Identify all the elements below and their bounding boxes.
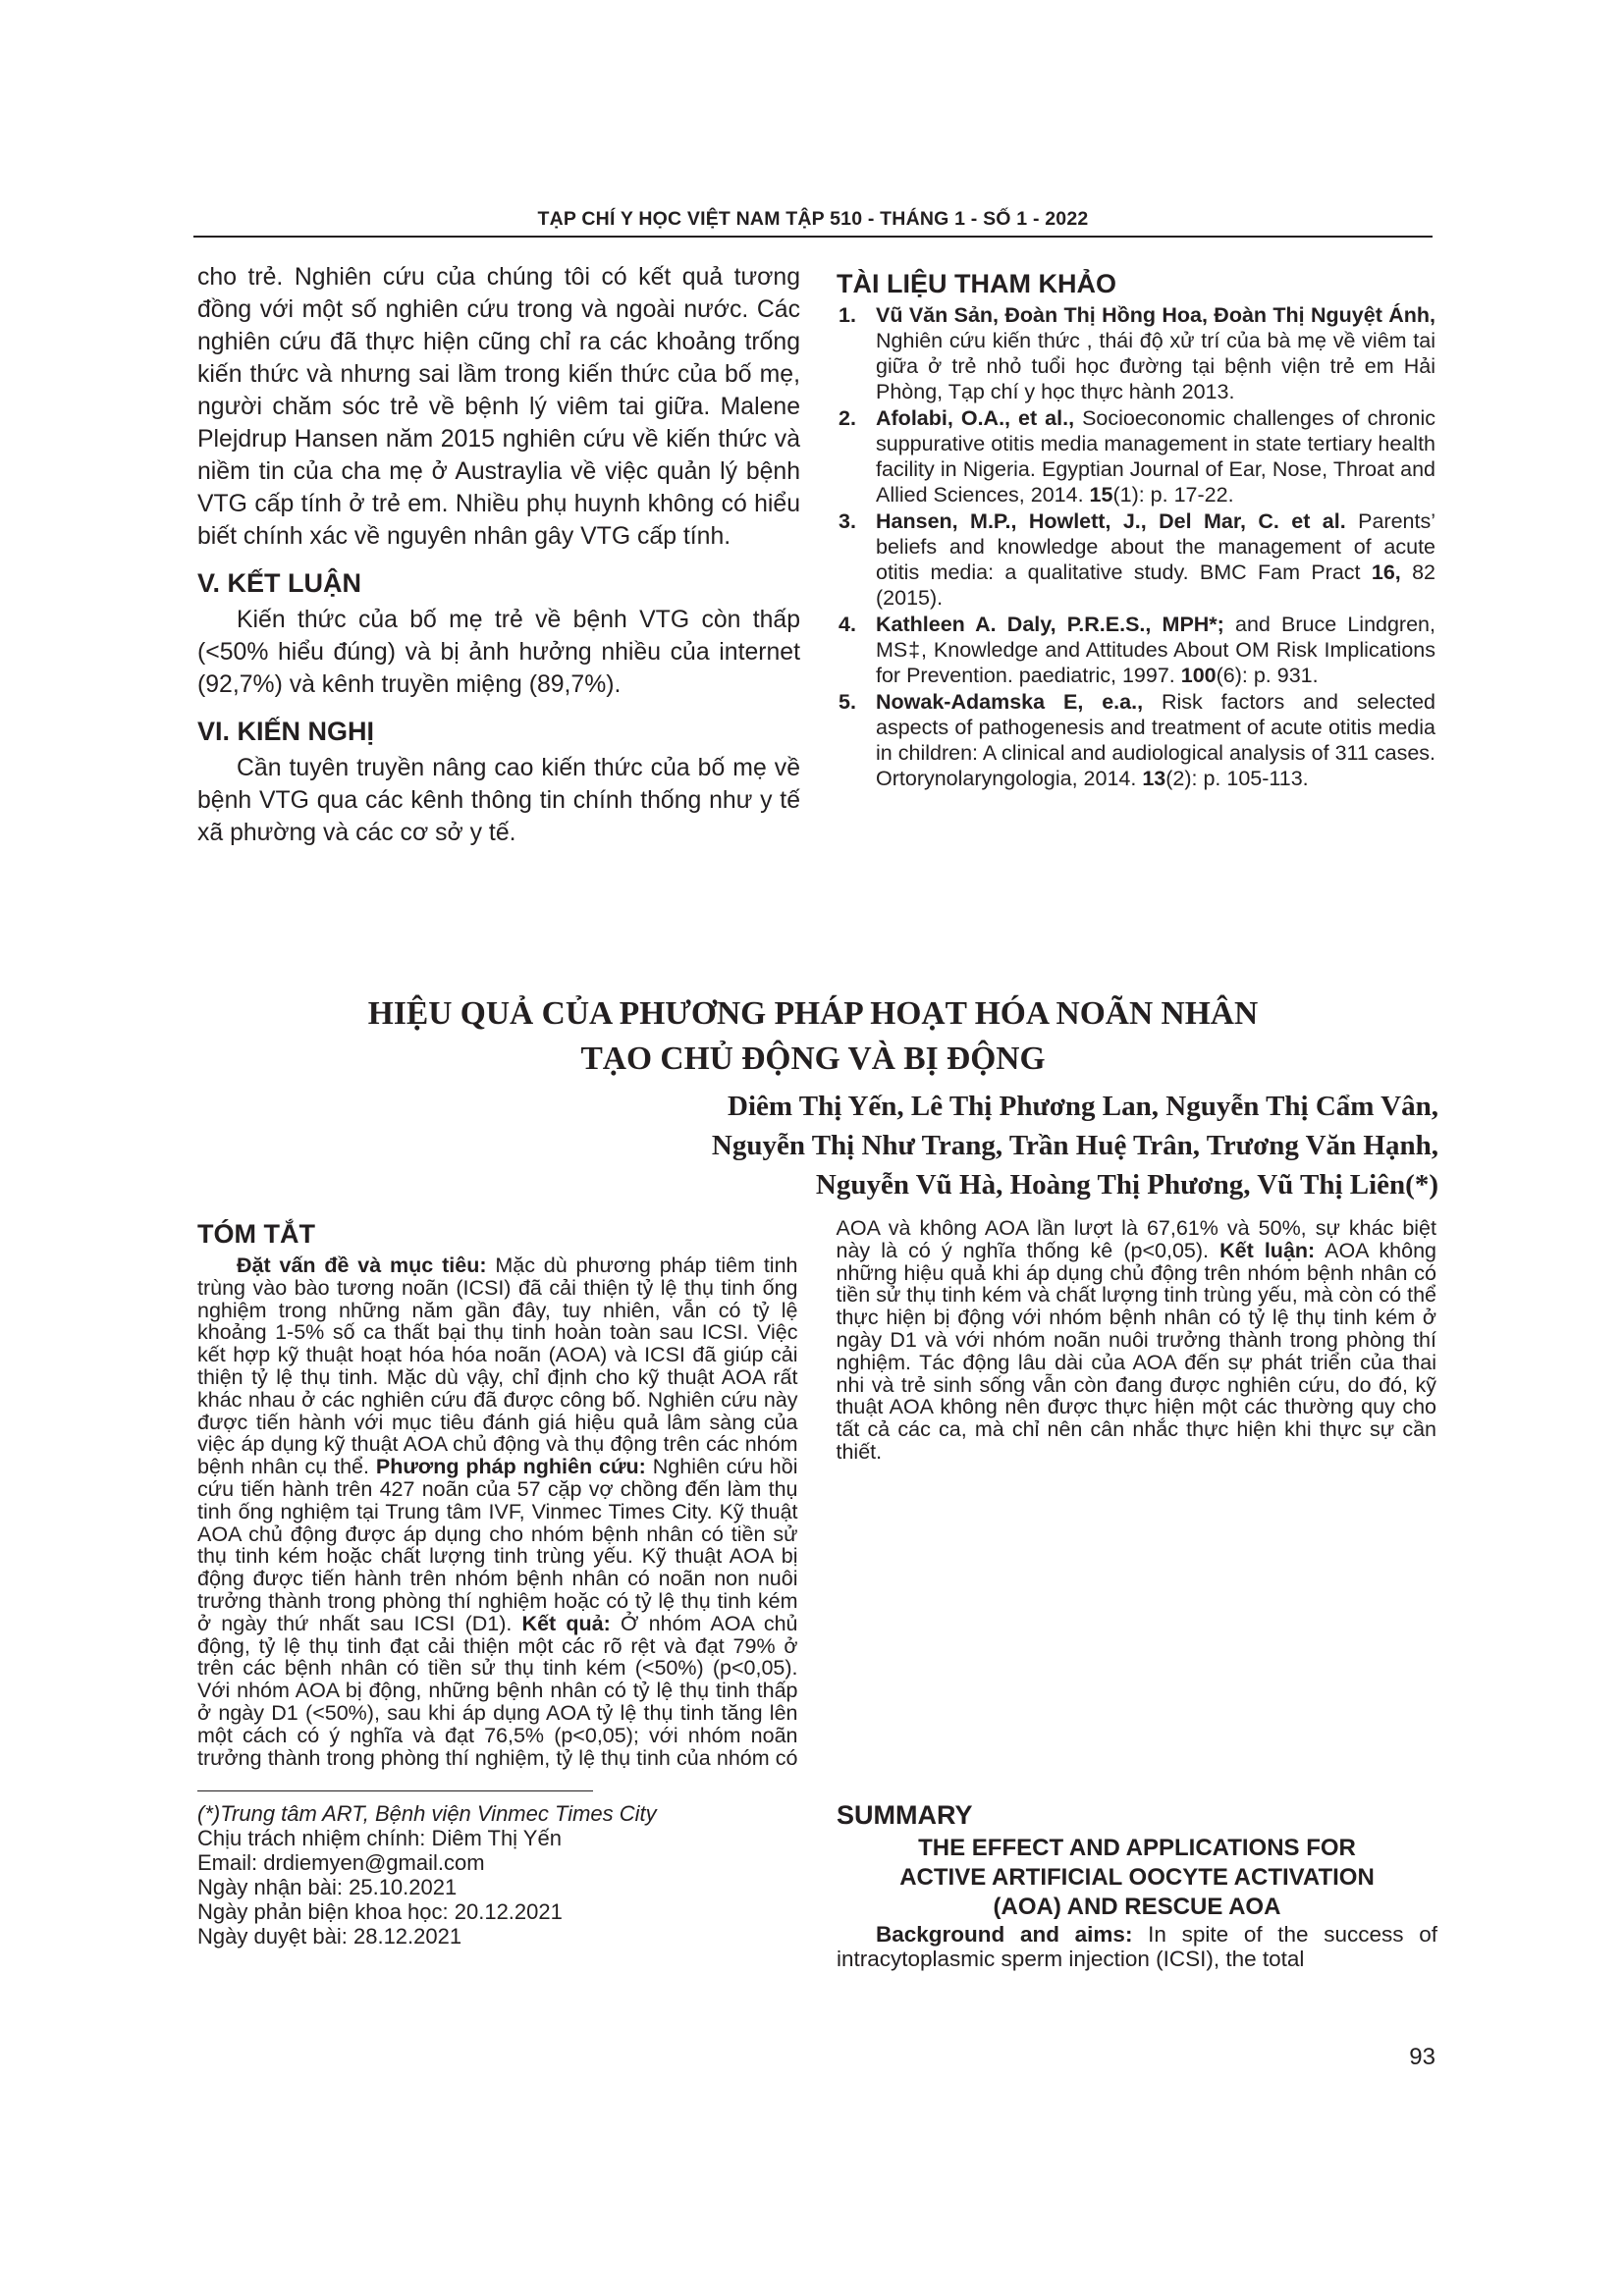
reference-volume: 16, bbox=[1371, 561, 1401, 584]
reference-authors: Kathleen A. Daly, P.R.E.S., MPH*; bbox=[876, 613, 1224, 636]
reference-number: 3. bbox=[839, 509, 856, 533]
abstract-conclusion-text: AOA không những hiệu quả khi áp dụng chủ động trên nhóm bệnh nhân có tiền sử thụ tinh kém và chất lượng tinh trùng yếu, mà còn có thể thực hiện bị động với nhóm bệnh nhân có tỷ lệ thụ tinh kém ở ngày D1 và với nhóm noãn nuôi trưởng thành trong phòng thí nghiệm. Tác động lâu dài của AOA đến sự phát triển của thai nhi và trẻ sinh sống vẫn còn đang được nghiên cứu, do đó, kỹ thuật AOA không nên được thực hiện một các thường quy cho tất cả các ca, mà chỉ nên cân nhắc thực hiện khi thực sự cần thiết. bbox=[836, 1238, 1437, 1464]
footnote-rule bbox=[197, 1790, 593, 1791]
reference-item bbox=[837, 508, 1435, 611]
references-column bbox=[837, 267, 1435, 792]
summary-title-line-2: ACTIVE ARTIFICIAL OOCYTE ACTIVATION bbox=[899, 1864, 1375, 1891]
abstract-paragraph bbox=[197, 1217, 1436, 1791]
summary-background-text: In spite of the success of intracytoplasmic sperm injection (ICSI), the total bbox=[837, 1922, 1437, 1971]
article-title bbox=[193, 991, 1433, 1082]
reference-text: Parents’ beliefs and knowledge about the management of acute otitis media: a qualitative study. BMC Fam Pract bbox=[876, 509, 1435, 584]
reference-volume: 15 bbox=[1089, 483, 1113, 507]
footnote-reviewed: Ngày phản biện khoa học: 20.12.2021 bbox=[197, 1899, 563, 1924]
summary-title-line-3: (AOA) AND RESCUE AOA bbox=[993, 1894, 1281, 1920]
conclusion-heading: V. KẾT LUẬN bbox=[197, 568, 362, 598]
footnote-affiliation: (*)Trung tâm ART, Bệnh viện Vinmec Times City bbox=[197, 1801, 657, 1826]
abstract-background-label: Đặt vấn đề và mục tiêu: bbox=[237, 1254, 487, 1277]
abstract-result-text: Ở nhóm AOA chủ động, tỷ lệ thụ tinh đạt cải thiện một các rõ rệt và đạt 79% ở trên các bệnh nhân có tiền sử thụ tinh kém (<50%) (p<0,05). Với nhóm AOA bị động, những bệnh nhân có tỷ lệ thụ tinh thấp ở ngày D1 (<50%), sau khi áp dụng AOA tỷ lệ thụ tinh tăng lên một cách có ý nghĩa và đạt 76,5% (p<0,05); với nhóm noãn trưởng thành trong phòng thí nghiệm, tỷ lệ thụ tinh của nhóm có AOA và không AOA lần lượt là 67,61% và 50%, sự khác biệt này là có ý nghĩa thống kê (p<0,05). bbox=[197, 1216, 1436, 1770]
reference-item bbox=[837, 612, 1435, 688]
authors-line-2: Nguyễn Thị Như Trang, Trần Huệ Trân, Trương Văn Hạnh, bbox=[711, 1130, 1438, 1161]
prev-article-left-column bbox=[197, 261, 800, 849]
reference-volume: 13 bbox=[1142, 767, 1166, 790]
article-authors bbox=[471, 1087, 1438, 1204]
reference-pages: 82 (2015). bbox=[876, 561, 1435, 610]
reference-number: 1. bbox=[839, 303, 856, 327]
page-number: 93 bbox=[1409, 2044, 1435, 2070]
reference-number: 2. bbox=[839, 406, 856, 430]
conclusion-paragraph: Kiến thức của bố mẹ trẻ về bệnh VTG còn thấp (<50% hiểu đúng) và bị ảnh hưởng nhiều của internet (92,7%) và kênh truyền miệng (89,7%). bbox=[197, 607, 800, 698]
footnote-approved: Ngày duyệt bài: 28.12.2021 bbox=[197, 1924, 462, 1949]
header-rule bbox=[193, 236, 1433, 238]
discussion-paragraph: cho trẻ. Nghiên cứu của chúng tôi có kết quả tương đồng với một số nghiên cứu trong và ngoài nước. Các nghiên cứu đã thực hiện cũng chỉ ra các khoảng trống kiến thức và nhưng sai lầm trong kiến thức của bố mẹ, người chăm sóc trẻ về bệnh lý viêm tai giữa. Malene Plejdrup Hansen năm 2015 nghiên cứu về kiến thức và niềm tin của cha mẹ ở Austraylia về việc quản lý bệnh VTG cấp tính ở trẻ em. Nhiều phụ huynh không có hiểu biết chính xác về nguyên nhân gây VTG cấp tính. bbox=[197, 264, 800, 550]
article-title-line-1: HIỆU QUẢ CỦA PHƯƠNG PHÁP HOẠT HÓA NOÃN NHÂN bbox=[367, 995, 1259, 1032]
references-list bbox=[837, 302, 1435, 791]
reference-authors: Nowak-Adamska E, e.a., bbox=[876, 690, 1144, 714]
reference-item bbox=[837, 405, 1435, 507]
references-heading: TÀI LIỆU THAM KHẢO bbox=[837, 269, 1116, 298]
recommendation-paragraph: Cần tuyên truyền nâng cao kiến thức của bố mẹ về bệnh VTG qua các kênh thông tin chính thống như y tế xã phường và các cơ sở y tế. bbox=[197, 755, 800, 846]
footnote-responsible: Chịu trách nhiệm chính: Diêm Thị Yến bbox=[197, 1826, 562, 1850]
reference-text: Nghiên cứu kiến thức , thái độ xử trí của bà mẹ về viêm tai giữa ở trẻ nhỏ tuổi học đường tại bệnh viện trẻ em Hải Phòng, Tạp chí y học thực hành 2013. bbox=[876, 329, 1435, 403]
abstract-conclusion-label: Kết luận: bbox=[1219, 1238, 1316, 1262]
abstract-method-label: Phương pháp nghiên cứu: bbox=[375, 1455, 646, 1479]
summary-paragraph bbox=[837, 1922, 1437, 1971]
summary-background-label: Background and aims: bbox=[876, 1922, 1133, 1947]
reference-authors: Afolabi, O.A., et al., bbox=[876, 406, 1075, 430]
reference-pages: (2): p. 105-113. bbox=[1165, 767, 1309, 790]
reference-pages: (6): p. 931. bbox=[1216, 664, 1319, 687]
reference-authors: Vũ Văn Sản, Đoàn Thị Hồng Hoa, Đoàn Thị Nguyệt Ánh, bbox=[876, 303, 1435, 327]
article-title-line-2: TẠO CHỦ ĐỘNG VÀ BỊ ĐỘNG bbox=[580, 1041, 1046, 1077]
recommendation-heading: VI. KIẾN NGHỊ bbox=[197, 717, 375, 746]
reference-item bbox=[837, 302, 1435, 404]
abstract-flow bbox=[197, 1217, 1436, 1791]
footnote-received: Ngày nhận bài: 25.10.2021 bbox=[197, 1875, 458, 1899]
summary-block bbox=[837, 1792, 1437, 1971]
reference-text: and Bruce Lindgren, MS‡, Knowledge and Attitudes About OM Risk Implications for Prevention. paediatric, 1997. bbox=[876, 613, 1435, 687]
abstract-heading: TÓM TẮT bbox=[197, 1219, 315, 1249]
reference-volume: 100 bbox=[1180, 664, 1217, 687]
reference-authors: Hansen, M.P., Howlett, J., Del Mar, C. et al. bbox=[876, 509, 1346, 533]
abstract-result-label: Kết quả: bbox=[521, 1611, 611, 1635]
reference-text: Risk factors and selected aspects of pathogenesis and treatment of acute otitis media in children: A clinical and audiological analysis of 311 cases. Ortorynolaryngologia, 2014. bbox=[876, 690, 1435, 790]
summary-title bbox=[837, 1834, 1437, 1922]
reference-pages: (1): p. 17-22. bbox=[1112, 483, 1234, 507]
summary-heading: SUMMARY bbox=[837, 1800, 973, 1830]
reference-item bbox=[837, 689, 1435, 791]
authors-line-3: Nguyễn Vũ Hà, Hoàng Thị Phương, Vũ Thị Liên(*) bbox=[815, 1169, 1438, 1201]
reference-number: 4. bbox=[839, 613, 856, 636]
reference-text: Socioeconomic challenges of chronic suppurative otitis media management in state tertiary health facility in Nigeria. Egyptian Journal of Ear, Nose, Throat and Allied Sciences, 2014. bbox=[876, 406, 1435, 507]
reference-number: 5. bbox=[839, 690, 856, 714]
running-header: TẠP CHÍ Y HỌC VIỆT NAM TẬP 510 - THÁNG 1 - SỐ 1 - 2022 bbox=[537, 208, 1089, 230]
abstract-background-text: Mặc dù phương pháp tiêm tinh trùng vào bào tương noãn (ICSI) đã cải thiện tỷ lệ thụ tinh ống nghiệm trong những năm gần đây, tuy nhiên, vẫn có tỷ lệ khoảng 1-5% số ca thất bại thụ tinh hoàn toàn sau ICSI. Việc kết hợp kỹ thuật hoạt hóa hóa noãn (AOA) và ICSI đã giúp cải thiện tỷ lệ thụ tinh. Mặc dù vậy, chỉ định cho kỹ thuật AOA rất khác nhau ở các nghiên cứu đã được công bố. Nghiên cứu này được tiến hành với mục tiêu đánh giá hiệu quả lâm sàng của việc áp dụng kỹ thuật AOA chủ động và thụ động trên các nhóm bệnh nhân cụ thể. bbox=[197, 1254, 798, 1479]
summary-title-line-1: THE EFFECT AND APPLICATIONS FOR bbox=[918, 1835, 1356, 1861]
authors-line-1: Diêm Thị Yến, Lê Thị Phương Lan, Nguyễn Thị Cẩm Vân, bbox=[728, 1091, 1438, 1122]
footnotes bbox=[197, 1801, 798, 1949]
abstract-method-text: Nghiên cứu hồi cứu tiến hành trên 427 noãn của 57 cặp vợ chồng đến làm thụ tinh ống nghiệm tại Trung tâm IVF, Vinmec Times City. Kỹ thuật AOA chủ động được áp dụng cho nhóm bệnh nhân có tiền sử thụ tinh kém hoặc chất lượng tinh trùng yếu. Kỹ thuật AOA bị động được tiến hành trên nhóm bệnh nhân có noãn non nuôi trưởng thành trong phòng thí nghiệm hoặc có tỷ lệ thụ tinh kém ở ngày thứ nhất sau ICSI (D1). bbox=[197, 1455, 798, 1635]
footnote-email: Email: drdiemyen@gmail.com bbox=[197, 1850, 485, 1875]
